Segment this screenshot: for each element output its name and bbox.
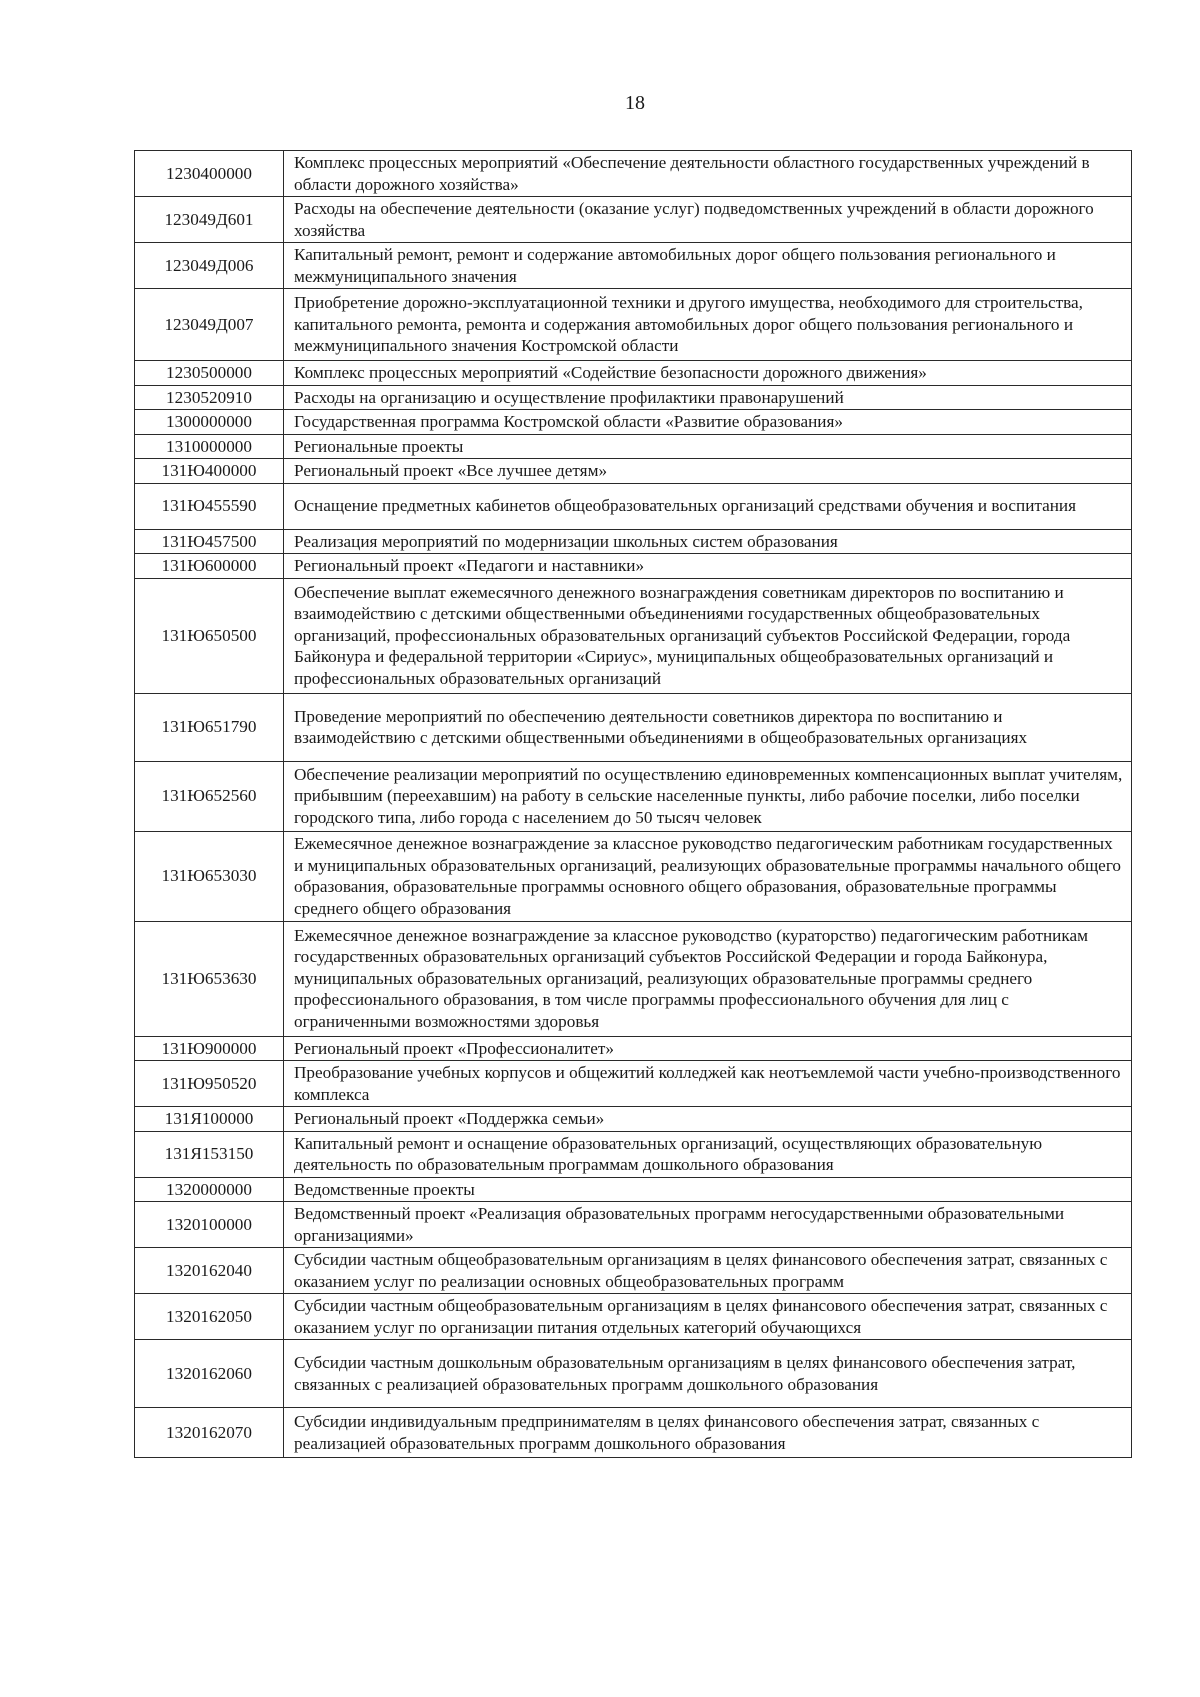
row-description: Ведомственные проекты bbox=[284, 1177, 1132, 1202]
row-description: Обеспечение реализации мероприятий по осуществлению единовременных компенсационных выплат учителям, прибывшим (переехавшим) на работу в сельские населенные пункты, либо рабочие поселки, либо поселки городского типа, либо города с населением до 50 тысяч человек bbox=[284, 761, 1132, 831]
row-code: 131Ю455590 bbox=[135, 483, 284, 529]
table-row bbox=[135, 1131, 1132, 1177]
row-code: 131Я100000 bbox=[135, 1107, 284, 1132]
table-row bbox=[135, 385, 1132, 410]
table-row bbox=[135, 459, 1132, 484]
row-description: Ежемесячное денежное вознаграждение за классное руководство педагогическим работникам государственных и муниципальных образовательных организаций, реализующих образовательные программы начального общего образования, образовательные программы основного общего образования, образовательные программы среднего общего образования bbox=[284, 831, 1132, 921]
table-row bbox=[135, 831, 1132, 921]
row-code: 1320100000 bbox=[135, 1202, 284, 1248]
table-row bbox=[135, 761, 1132, 831]
table-row bbox=[135, 1408, 1132, 1458]
table-row bbox=[135, 554, 1132, 579]
row-code: 131Ю457500 bbox=[135, 529, 284, 554]
page-number: 18 bbox=[625, 92, 645, 114]
row-description: Приобретение дорожно-эксплуатационной техники и другого имущества, необходимого для строительства, капитального ремонта, ремонта и содержания автомобильных дорог общего пользования регионального и межмуниципального значения Костромской области bbox=[284, 289, 1132, 361]
row-code: 131Ю651790 bbox=[135, 693, 284, 761]
budget-code-table bbox=[134, 150, 1132, 1458]
table-row bbox=[135, 578, 1132, 693]
table-row bbox=[135, 1036, 1132, 1061]
row-description: Капитальный ремонт и оснащение образовательных организаций, осуществляющих образовательную деятельность по образовательным программам дошкольного образования bbox=[284, 1131, 1132, 1177]
row-code: 1320162060 bbox=[135, 1340, 284, 1408]
row-code: 123049Д006 bbox=[135, 243, 284, 289]
row-code: 1300000000 bbox=[135, 410, 284, 435]
table-row bbox=[135, 243, 1132, 289]
row-description: Ведомственный проект «Реализация образовательных программ негосударственными образовательными организациями» bbox=[284, 1202, 1132, 1248]
row-description: Комплекс процессных мероприятий «Содействие безопасности дорожного движения» bbox=[284, 361, 1132, 386]
row-code: 131Я153150 bbox=[135, 1131, 284, 1177]
row-code: 1320162050 bbox=[135, 1294, 284, 1340]
table-row bbox=[135, 151, 1132, 197]
table-row bbox=[135, 361, 1132, 386]
row-code: 123049Д601 bbox=[135, 197, 284, 243]
table-row bbox=[135, 434, 1132, 459]
table-row bbox=[135, 1340, 1132, 1408]
row-code: 1320162040 bbox=[135, 1248, 284, 1294]
row-code: 131Ю653630 bbox=[135, 921, 284, 1036]
row-description: Субсидии частным дошкольным образовательным организациям в целях финансового обеспечения затрат, связанных с реализацией образовательных программ дошкольного образования bbox=[284, 1340, 1132, 1408]
row-code: 1320162070 bbox=[135, 1408, 284, 1458]
table-body bbox=[135, 151, 1132, 1458]
row-description: Субсидии индивидуальным предпринимателям в целях финансового обеспечения затрат, связанных с реализацией образовательных программ дошкольного образования bbox=[284, 1408, 1132, 1458]
row-code: 131Ю650500 bbox=[135, 578, 284, 693]
row-description: Преобразование учебных корпусов и общежитий колледжей как неотъемлемой части учебно-производственного комплекса bbox=[284, 1061, 1132, 1107]
row-description: Субсидии частным общеобразовательным организациям в целях финансового обеспечения затрат, связанных с оказанием услуг по организации питания отдельных категорий обучающихся bbox=[284, 1294, 1132, 1340]
row-description: Реализация мероприятий по модернизации школьных систем образования bbox=[284, 529, 1132, 554]
table-row bbox=[135, 921, 1132, 1036]
row-code: 131Ю950520 bbox=[135, 1061, 284, 1107]
row-code: 1320000000 bbox=[135, 1177, 284, 1202]
table-row bbox=[135, 1202, 1132, 1248]
row-code: 123049Д007 bbox=[135, 289, 284, 361]
row-code: 131Ю653030 bbox=[135, 831, 284, 921]
row-code: 1230520910 bbox=[135, 385, 284, 410]
row-code: 1230400000 bbox=[135, 151, 284, 197]
table-row bbox=[135, 693, 1132, 761]
table-row bbox=[135, 289, 1132, 361]
row-description: Региональный проект «Поддержка семьи» bbox=[284, 1107, 1132, 1132]
row-description: Региональный проект «Педагоги и наставники» bbox=[284, 554, 1132, 579]
row-code: 131Ю652560 bbox=[135, 761, 284, 831]
table-row bbox=[135, 1107, 1132, 1132]
row-code: 1310000000 bbox=[135, 434, 284, 459]
row-description: Субсидии частным общеобразовательным организациям в целях финансового обеспечения затрат, связанных с оказанием услуг по реализации основных общеобразовательных программ bbox=[284, 1248, 1132, 1294]
table-row bbox=[135, 1061, 1132, 1107]
table-row bbox=[135, 410, 1132, 435]
row-description: Расходы на организацию и осуществление профилактики правонарушений bbox=[284, 385, 1132, 410]
row-description: Ежемесячное денежное вознаграждение за классное руководство (кураторство) педагогическим работникам государственных образовательных организаций субъектов Российской Федерации и города Байконура, муниципальных образовательных организаций, реализующих образовательные программы среднего профессионального образования, в том числе программы профессионального обучения для лиц с ограниченными возможностями здоровья bbox=[284, 921, 1132, 1036]
table-row bbox=[135, 483, 1132, 529]
row-description: Региональный проект «Профессионалитет» bbox=[284, 1036, 1132, 1061]
row-description: Оснащение предметных кабинетов общеобразовательных организаций средствами обучения и воспитания bbox=[284, 483, 1132, 529]
row-description: Проведение мероприятий по обеспечению деятельности советников директора по воспитанию и взаимодействию с детскими общественными объединениями в общеобразовательных организациях bbox=[284, 693, 1132, 761]
row-description: Капитальный ремонт, ремонт и содержание автомобильных дорог общего пользования регионального и межмуниципального значения bbox=[284, 243, 1132, 289]
row-code: 131Ю900000 bbox=[135, 1036, 284, 1061]
table-row bbox=[135, 529, 1132, 554]
row-description: Государственная программа Костромской области «Развитие образования» bbox=[284, 410, 1132, 435]
table-row bbox=[135, 197, 1132, 243]
row-code: 131Ю600000 bbox=[135, 554, 284, 579]
table-row bbox=[135, 1248, 1132, 1294]
row-code: 1230500000 bbox=[135, 361, 284, 386]
row-description: Региональные проекты bbox=[284, 434, 1132, 459]
row-description: Обеспечение выплат ежемесячного денежного вознаграждения советникам директоров по воспитанию и взаимодействию с детскими общественными объединениями государственных общеобразовательных организаций, профессиональных образовательных организаций субъектов Российской Федерации, города Байконура и федеральной территории «Сириус», муниципальных общеобразовательных организаций и профессиональных образовательных организаций bbox=[284, 578, 1132, 693]
row-description: Региональный проект «Все лучшее детям» bbox=[284, 459, 1132, 484]
table-row bbox=[135, 1177, 1132, 1202]
row-description: Комплекс процессных мероприятий «Обеспечение деятельности областного государственных учреждений в области дорожного хозяйства» bbox=[284, 151, 1132, 197]
row-description: Расходы на обеспечение деятельности (оказание услуг) подведомственных учреждений в области дорожного хозяйства bbox=[284, 197, 1132, 243]
row-code: 131Ю400000 bbox=[135, 459, 284, 484]
table-row bbox=[135, 1294, 1132, 1340]
